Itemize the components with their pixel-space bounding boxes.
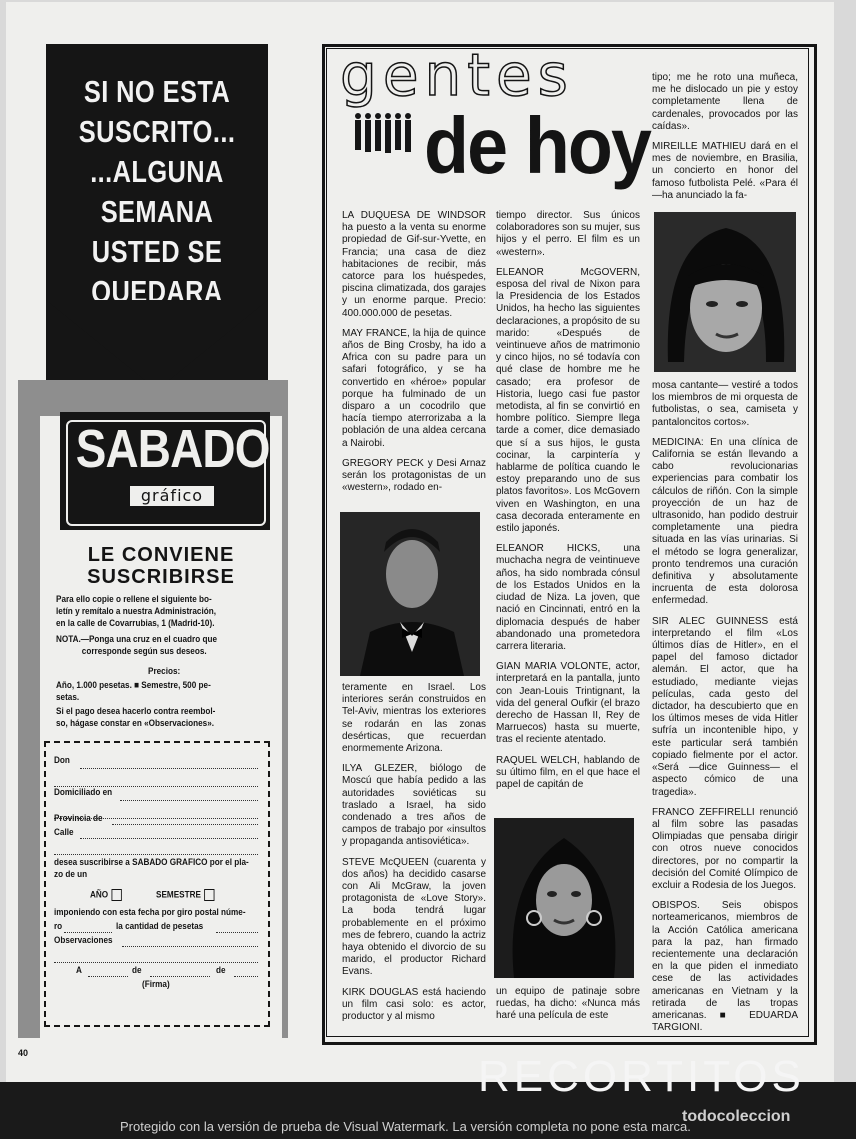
article-paragraph: GREGORY PECK y Desi Arnaz serán los protagonistas de un «western», rodado en-	[342, 457, 486, 494]
ad-subscribe-line: SUSCRIBIRSE	[87, 566, 235, 588]
form-desea-text: desea suscribirse a SABADO GRAFICO por el pla-	[54, 857, 249, 868]
form-don-label: Don	[54, 755, 70, 766]
form-cantidad-label: la cantidad de pesetas	[116, 921, 204, 932]
article-paragraph: un equipo de patinaje sobre ruedas, ha dicho: «Nunca más haré una película de este	[496, 986, 640, 1022]
portrait-man-icon	[340, 512, 480, 676]
form-semestre-label: SEMESTRE	[156, 889, 201, 901]
ad-headline-line: USTED SE	[91, 234, 223, 269]
form-mes-field[interactable]	[150, 975, 210, 977]
watermark-brand: RECORTITOS	[478, 1052, 805, 1101]
article-paragraph: teramente en Israel. Los interiores serán construidos en Tel-Aviv, mientras los exteriores se rodarán en las zonas desérticas, que recuerdan enormemente Arizona.	[342, 682, 486, 755]
article-column-3a	[652, 72, 798, 208]
article-paragraph: MIREILLE MATHIEU dará en el mes de noviembre, en Brasilia, un concierto en honor del famoso futbolista Pelé. «Para él —ha anunciado la fa-	[652, 141, 798, 201]
article-title-top: gentes	[340, 41, 574, 109]
article-paragraph: RAQUEL WELCH, hablando de su último film, en el que hace el papel de capitán de	[496, 754, 640, 790]
raquel-welch-photo	[494, 818, 634, 978]
article-paragraph: SIR ALEC GUINNESS está interpretando el film «Los últimos días de Hitler», en el papel del famoso dictador alemán. El actor, que ha estudiado, mediante viejas películas, cada gesto del dictador, ha descubierto que en los últimos meses de vida Hitler sufría un incontenible hipo, y este particular será también copiado fielmente por el actor. «Será —dice Guinness— el aspecto cómico de una tragedia».	[652, 615, 798, 798]
article-paragraph: FRANCO ZEFFIRELLI renunció al film sobre las pasadas Olimpiadas que pensaba dirigir con otros nueve conocidos directores, por no compartir la decisión del Comité Olímpico de excluir a Rodesia de los Juegos.	[652, 806, 798, 891]
article-paragraph: GIAN MARIA VOLONTE, actor, interpretará en la pantalla, junto con Jean-Louis Trintignant, la vida del general Oufkir (el brazo derecho de Hassan II, Rey de Marruecos) hasta su muerte, tras el reciente atentado.	[496, 661, 640, 746]
form-semestre-option[interactable]	[156, 889, 215, 901]
gregory-peck-photo	[340, 512, 480, 676]
ad-headline-line: QUEDARA SIN...	[91, 274, 223, 349]
ad-instructions-line: letín y remítalo a nuestra Administración,	[56, 606, 216, 617]
form-observaciones-label: Observaciones	[54, 935, 113, 946]
form-calle-field-2[interactable]	[54, 853, 258, 855]
article-title-bottom: de hoy	[424, 101, 651, 190]
form-observaciones-field-2[interactable]	[54, 961, 258, 963]
form-desea-text-2: zo de un	[54, 869, 88, 880]
article-paragraph: mosa cantante— vestiré a todos los miembros de mi orquesta de futbolistas, o sea, camiseta y pantaloncitos cortos».	[652, 380, 798, 428]
form-don-field[interactable]	[80, 767, 258, 769]
ad-subscribe-heading	[50, 544, 272, 588]
article-column-2a	[496, 210, 640, 810]
portrait-woman-icon	[654, 212, 796, 372]
ad-subscribe-line: LE CONVIENE	[87, 544, 235, 566]
ad-prices-line: Año, 1.000 pesetas. ■ Semestre, 500 pe-	[56, 680, 211, 691]
article-paragraph: MEDICINA: En una clínica de California se están llevando a cabo revolucionarias experiencias para combatir los cálculos de riñón. Con la simple proyección de un haz de ultrasonido, han podido destruir completamente una piedra situada en las vías urinarias. Si el método se logra generalizar, pronto tendremos una curación definitiva y absolutamente incruenta de esta dolorosa enfermedad.	[652, 436, 798, 607]
form-calle-field[interactable]	[80, 837, 258, 839]
logo-sub-text: gráfico	[130, 486, 214, 506]
form-provincia-field[interactable]	[112, 823, 258, 825]
ad-prices-title: Precios:	[148, 666, 181, 677]
watermark-notice: Protegido con la versión de prueba de Visual Watermark. La versión completa no pone esta marca.	[120, 1119, 691, 1134]
form-cantidad-field[interactable]	[216, 931, 258, 933]
article-paragraph: tiempo director. Sus únicos colaboradores son su mujer, sus hijos y el perro. El film es un «western».	[496, 210, 640, 258]
form-calle-label: Calle	[54, 827, 74, 838]
portrait-woman-icon	[494, 818, 634, 978]
form-provincia-label: Provincia de	[54, 813, 103, 824]
watermark-site: todocoleccion	[682, 1108, 791, 1125]
form-de-label-1: de	[132, 965, 142, 976]
form-lugar-field[interactable]	[88, 975, 128, 977]
article-paragraph: ELEANOR HICKS, una muchacha negra de veintinueve años, ha sido nombrada cónsul de los Estados Unidos en la ciudad de Niza. La joven, que nació en Cincinnati, entró en la diplomacia después de haber abandonado una prometedora carrera literaria.	[496, 543, 640, 652]
article-column-1b	[342, 682, 486, 1022]
article-column-1a	[342, 210, 486, 510]
article-paragraph: STEVE McQUEEN (cuarenta y dos años) ha decidido casarse con Ali McGraw, la joven protagonista de «Love Story». La boda tendrá lugar probablemente en el próximo mes de febrero, cuando la actriz haya obtenido el divorcio de su marido, el productor Richard Evans.	[342, 856, 486, 978]
page-number: 40	[18, 1048, 29, 1058]
article-column-3b	[652, 380, 798, 1034]
form-ro-label: ro	[54, 921, 63, 932]
sabado-grafico-logo	[60, 412, 270, 530]
logo-main-text: SABADO	[75, 419, 270, 479]
ad-headline-line: SEMANA	[100, 194, 214, 229]
article-paragraph: LA DUQUESA DE WINDSOR ha puesto a la venta su enorme propiedad de Gif-sur-Yvette, en Francia; una casa de diez habitaciones de recibir, más catorce para los huéspedes, piscina climatizada, dos garajes y un enorme parque. Precio: 400.000.000 de pesetas.	[342, 210, 486, 319]
ad-prices-line: setas.	[56, 692, 80, 703]
article-paragraph: tipo; me he roto una muñeca, me he dislocado un pie y estoy completamente llena de cardenales, provocados por las caídas».	[652, 72, 798, 132]
mireille-mathieu-photo	[654, 212, 796, 372]
ad-block-point	[46, 300, 268, 390]
ad-prices	[56, 680, 211, 704]
article-paragraph: OBISPOS. Seis obispos norteamericanos, miembros de la Acción Católica americana para la paz, han firmado recientemente una declaración en la que piden el inmediato cese de las actividades americanas en Vietnam y la retirada de las tropas americanas. ■ EDUARDA TARGIONI.	[652, 900, 798, 1034]
ad-nota	[56, 634, 217, 658]
ad-nota-line: NOTA.—Ponga una cruz en el cuadro que	[56, 634, 218, 645]
ad-reembolso	[56, 706, 215, 730]
form-ano-checkbox[interactable]	[112, 889, 122, 901]
form-observaciones-field[interactable]	[122, 945, 258, 947]
form-a-label: A	[76, 965, 82, 976]
form-domiciliado-label: Domiciliado en	[54, 787, 113, 798]
form-imponiendo-text: imponiendo con esta fecha por giro postal núme-	[54, 907, 246, 918]
article-paragraph: ILYA GLEZER, biólogo de Moscú que había pedido a las autoridades soviéticas su traslado a Israel, ha sido condenado a tres años de campos de trabajo por «insultos y propaganda antisoviética».	[342, 763, 486, 848]
ad-reembolso-line: Si el pago desea hacerlo contra reembol-	[56, 706, 216, 717]
ad-instructions-line: en la calle de Covarrubias, 1 (Madrid-10).	[56, 618, 215, 629]
silhouette-figures-icon	[352, 110, 416, 160]
ad-headline-line: SI NO ESTA	[83, 74, 231, 109]
form-domiciliado-field[interactable]	[120, 799, 258, 801]
ad-headline-line: ...ALGUNA	[90, 154, 224, 189]
ad-instructions-line: Para ello copie o rellene el siguiente bo-	[56, 594, 212, 605]
ad-instructions	[56, 594, 216, 630]
article-paragraph: ELEANOR McGOVERN, esposa del rival de Nixon para la Presidencia de los Estados Unidos, ha hecho las siguientes declaraciones, a propósito de su marido: «Después de veintinueve años de matrimonio y cinco hijos, no sé todavía con qué clase de hombre me he casado; era profesor de Historia, luego casi fue pastor metodista, al fin se convirtió en hombre político. Siempre llega tarde a comer, dice demasiado que sí a sus hijos, le gusta cocinar, la carpintería y hablarme de política cuando le estoy preparando uno de sus platos favoritos». Los McGovern viven en Washington, en una casa decorada enteramente en estilo japonés.	[496, 266, 640, 535]
ad-reembolso-line: so, hágase constar en «Observaciones».	[56, 718, 215, 729]
form-semestre-checkbox[interactable]	[204, 889, 214, 901]
ad-headline-line: SUSCRITO...	[78, 114, 236, 149]
article-paragraph: MAY FRANCE, la hija de quince años de Bing Crosby, ha ido a Africa con su padre para un safari fotográfico, y se ha convertido en «héroe» popular porque ha fulminado de un disparo a un cocodrilo que hacía tiempo aterrorizaba a la población de una aldea cercana a Nairobi.	[342, 327, 486, 449]
form-ano-label: AÑO	[90, 889, 109, 901]
form-numero-field[interactable]	[64, 931, 112, 933]
form-firma-label: (Firma)	[142, 979, 170, 990]
ad-nota-line: corresponde según sus deseos.	[81, 646, 207, 657]
form-ano-field[interactable]	[234, 975, 258, 977]
article-column-2b	[496, 986, 640, 1026]
subscription-form	[44, 741, 270, 1027]
form-de-label-2: de	[216, 965, 226, 976]
form-ano-option[interactable]	[90, 889, 122, 901]
article-paragraph: KIRK DOUGLAS está haciendo un film casi solo: es actor, productor y al mismo	[342, 986, 486, 1023]
